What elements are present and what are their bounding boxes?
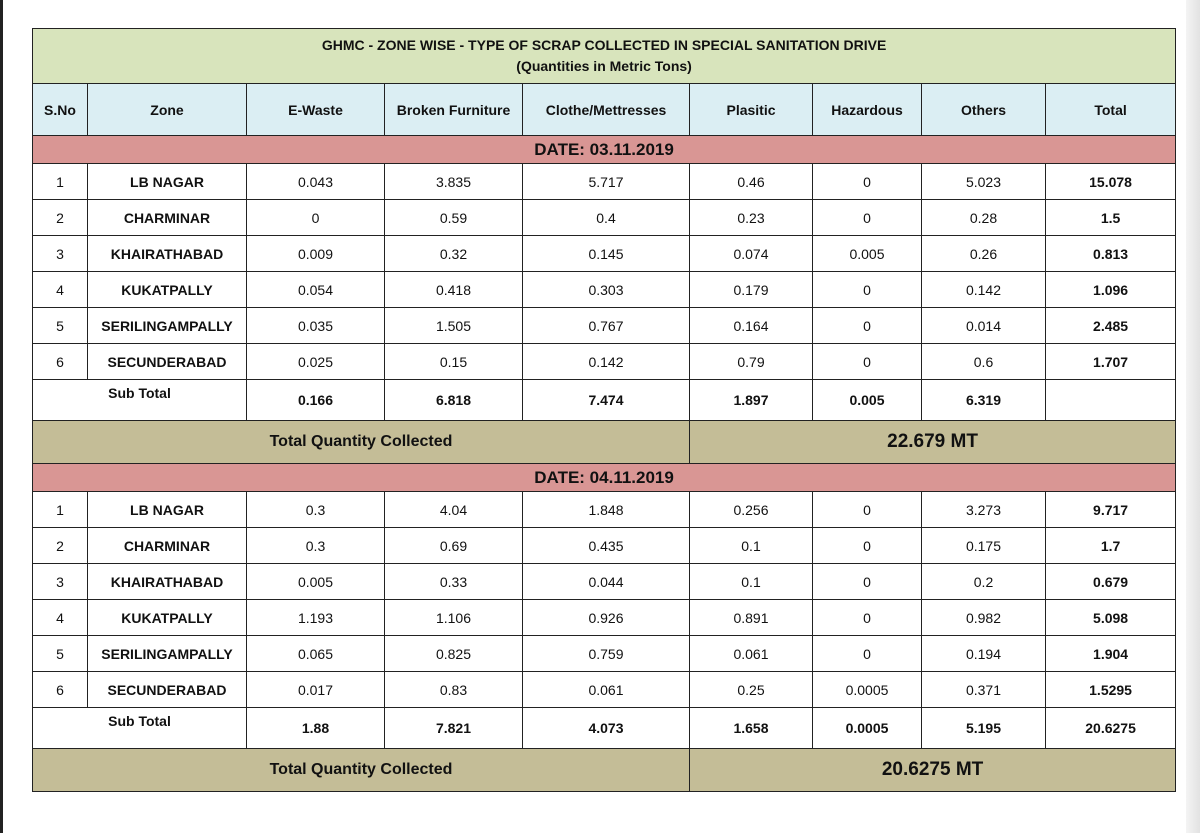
- cell-hazardous: 0: [813, 564, 922, 600]
- cell-hazardous: 0.0005: [813, 672, 922, 708]
- subtotal-cell-plasitic: 1.658: [690, 708, 813, 749]
- cell-plasitic: 0.79: [690, 344, 813, 380]
- cell-sno: 1: [33, 492, 88, 528]
- cell-total: 1.5295: [1046, 672, 1176, 708]
- table-row: [33, 272, 1176, 308]
- cell-zone: CHARMINAR: [88, 200, 247, 236]
- cell-others: 0.28: [922, 200, 1046, 236]
- cell-sno: 2: [33, 528, 88, 564]
- cell-e-waste: 0.3: [247, 492, 385, 528]
- table-row: [33, 164, 1176, 200]
- cell-others: 0.194: [922, 636, 1046, 672]
- cell-others: 0.371: [922, 672, 1046, 708]
- cell-total: 1.904: [1046, 636, 1176, 672]
- cell-total: 5.098: [1046, 600, 1176, 636]
- cell-broken-furniture: 0.69: [385, 528, 523, 564]
- cell-hazardous: 0: [813, 528, 922, 564]
- table-row: [33, 344, 1176, 380]
- cell-sno: 1: [33, 164, 88, 200]
- cell-clothe-mettresses: 0.4: [523, 200, 690, 236]
- cell-broken-furniture: 0.15: [385, 344, 523, 380]
- scrap-collection-table: [32, 28, 1176, 792]
- cell-zone: SECUNDERABAD: [88, 344, 247, 380]
- subtotal-cell-hazardous: 0.0005: [813, 708, 922, 749]
- cell-others: 0.6: [922, 344, 1046, 380]
- cell-clothe-mettresses: 1.848: [523, 492, 690, 528]
- page-left-edge: [0, 0, 3, 833]
- total-quantity-label: Total Quantity Collected: [33, 749, 690, 792]
- date-label: DATE: 03.11.2019: [33, 136, 1176, 164]
- table-row: [33, 564, 1176, 600]
- table-row: [33, 600, 1176, 636]
- date-row: [33, 136, 1176, 164]
- cell-others: 0.175: [922, 528, 1046, 564]
- column-header-plasitic: Plasitic: [690, 84, 813, 136]
- cell-e-waste: 0.065: [247, 636, 385, 672]
- cell-sno: 6: [33, 672, 88, 708]
- cell-broken-furniture: 0.32: [385, 236, 523, 272]
- column-header-row: [33, 84, 1176, 136]
- column-header-broken-furniture: Broken Furniture: [385, 84, 523, 136]
- subtotal-cell-e-waste: 0.166: [247, 380, 385, 421]
- cell-broken-furniture: 0.33: [385, 564, 523, 600]
- cell-sno: 5: [33, 636, 88, 672]
- cell-broken-furniture: 4.04: [385, 492, 523, 528]
- cell-zone: KUKATPALLY: [88, 600, 247, 636]
- subtotal-cell-total: 20.6275: [1046, 708, 1176, 749]
- subtotal-cell-total: [1046, 380, 1176, 421]
- cell-clothe-mettresses: 0.061: [523, 672, 690, 708]
- cell-broken-furniture: 1.505: [385, 308, 523, 344]
- cell-sno: 6: [33, 344, 88, 380]
- cell-hazardous: 0: [813, 636, 922, 672]
- cell-hazardous: 0: [813, 200, 922, 236]
- page-right-shade: [1186, 0, 1200, 833]
- cell-zone: SERILINGAMPALLY: [88, 308, 247, 344]
- cell-zone: KHAIRATHABAD: [88, 236, 247, 272]
- cell-sno: 4: [33, 600, 88, 636]
- table-subtitle: (Quantities in Metric Tons): [516, 58, 692, 74]
- cell-broken-furniture: 0.825: [385, 636, 523, 672]
- table-row: [33, 492, 1176, 528]
- cell-zone: SECUNDERABAD: [88, 672, 247, 708]
- cell-hazardous: 0: [813, 164, 922, 200]
- subtotal-cell-plasitic: 1.897: [690, 380, 813, 421]
- cell-total: 9.717: [1046, 492, 1176, 528]
- subtotal-cell-e-waste: 1.88: [247, 708, 385, 749]
- cell-others: 0.26: [922, 236, 1046, 272]
- cell-hazardous: 0: [813, 492, 922, 528]
- date-label: DATE: 04.11.2019: [33, 464, 1176, 492]
- cell-others: 5.023: [922, 164, 1046, 200]
- cell-broken-furniture: 0.418: [385, 272, 523, 308]
- cell-sno: 5: [33, 308, 88, 344]
- total-quantity-label: Total Quantity Collected: [33, 421, 690, 464]
- title-cell: [33, 29, 1176, 84]
- cell-broken-furniture: 0.59: [385, 200, 523, 236]
- cell-hazardous: 0: [813, 308, 922, 344]
- date-row: [33, 464, 1176, 492]
- cell-total: 1.707: [1046, 344, 1176, 380]
- cell-broken-furniture: 0.83: [385, 672, 523, 708]
- cell-sno: 3: [33, 564, 88, 600]
- cell-plasitic: 0.061: [690, 636, 813, 672]
- total-quantity-row: [33, 421, 1176, 464]
- cell-e-waste: 0: [247, 200, 385, 236]
- cell-plasitic: 0.1: [690, 564, 813, 600]
- table-row: [33, 528, 1176, 564]
- cell-clothe-mettresses: 0.767: [523, 308, 690, 344]
- cell-clothe-mettresses: 0.759: [523, 636, 690, 672]
- cell-clothe-mettresses: 0.435: [523, 528, 690, 564]
- cell-plasitic: 0.256: [690, 492, 813, 528]
- column-header-e-waste: E-Waste: [247, 84, 385, 136]
- cell-zone: KHAIRATHABAD: [88, 564, 247, 600]
- table-title: GHMC - ZONE WISE - TYPE OF SCRAP COLLECTED IN SPECIAL SANITATION DRIVE: [321, 37, 887, 53]
- column-header-zone: Zone: [88, 84, 247, 136]
- cell-zone: LB NAGAR: [88, 164, 247, 200]
- cell-clothe-mettresses: 0.142: [523, 344, 690, 380]
- subtotal-cell-hazardous: 0.005: [813, 380, 922, 421]
- cell-clothe-mettresses: 0.926: [523, 600, 690, 636]
- subtotal-label: Sub Total: [33, 708, 247, 749]
- cell-plasitic: 0.25: [690, 672, 813, 708]
- cell-others: 0.014: [922, 308, 1046, 344]
- cell-total: 1.7: [1046, 528, 1176, 564]
- cell-clothe-mettresses: 0.145: [523, 236, 690, 272]
- cell-hazardous: 0: [813, 600, 922, 636]
- cell-total: 15.078: [1046, 164, 1176, 200]
- subtotal-cell-broken-furniture: 6.818: [385, 380, 523, 421]
- subtotal-cell-others: 6.319: [922, 380, 1046, 421]
- cell-clothe-mettresses: 0.044: [523, 564, 690, 600]
- cell-plasitic: 0.46: [690, 164, 813, 200]
- cell-e-waste: 0.009: [247, 236, 385, 272]
- cell-hazardous: 0: [813, 272, 922, 308]
- cell-others: 0.142: [922, 272, 1046, 308]
- cell-e-waste: 1.193: [247, 600, 385, 636]
- cell-others: 0.982: [922, 600, 1046, 636]
- cell-total: 0.813: [1046, 236, 1176, 272]
- subtotal-cell-others: 5.195: [922, 708, 1046, 749]
- cell-total: 0.679: [1046, 564, 1176, 600]
- subtotal-cell-clothe-mettresses: 4.073: [523, 708, 690, 749]
- cell-zone: KUKATPALLY: [88, 272, 247, 308]
- subtotal-cell-clothe-mettresses: 7.474: [523, 380, 690, 421]
- cell-others: 3.273: [922, 492, 1046, 528]
- table-row: [33, 308, 1176, 344]
- cell-e-waste: 0.035: [247, 308, 385, 344]
- column-header-total: Total: [1046, 84, 1176, 136]
- subtotal-row: [33, 380, 1176, 421]
- total-quantity-row: [33, 749, 1176, 792]
- cell-broken-furniture: 1.106: [385, 600, 523, 636]
- cell-plasitic: 0.891: [690, 600, 813, 636]
- column-header-clothe-mettresses: Clothe/Mettresses: [523, 84, 690, 136]
- cell-e-waste: 0.025: [247, 344, 385, 380]
- cell-hazardous: 0: [813, 344, 922, 380]
- cell-sno: 4: [33, 272, 88, 308]
- cell-total: 2.485: [1046, 308, 1176, 344]
- subtotal-row: [33, 708, 1176, 749]
- cell-plasitic: 0.164: [690, 308, 813, 344]
- cell-clothe-mettresses: 5.717: [523, 164, 690, 200]
- cell-total: 1.096: [1046, 272, 1176, 308]
- cell-zone: LB NAGAR: [88, 492, 247, 528]
- total-quantity-value: 20.6275 MT: [690, 749, 1176, 792]
- subtotal-cell-broken-furniture: 7.821: [385, 708, 523, 749]
- cell-zone: CHARMINAR: [88, 528, 247, 564]
- table-row: [33, 672, 1176, 708]
- cell-e-waste: 0.005: [247, 564, 385, 600]
- cell-e-waste: 0.043: [247, 164, 385, 200]
- total-quantity-value: 22.679 MT: [690, 421, 1176, 464]
- cell-others: 0.2: [922, 564, 1046, 600]
- cell-plasitic: 0.1: [690, 528, 813, 564]
- column-header-others: Others: [922, 84, 1046, 136]
- column-header-hazardous: Hazardous: [813, 84, 922, 136]
- cell-sno: 3: [33, 236, 88, 272]
- subtotal-label: Sub Total: [33, 380, 247, 421]
- cell-plasitic: 0.074: [690, 236, 813, 272]
- cell-e-waste: 0.054: [247, 272, 385, 308]
- cell-plasitic: 0.23: [690, 200, 813, 236]
- cell-zone: SERILINGAMPALLY: [88, 636, 247, 672]
- cell-broken-furniture: 3.835: [385, 164, 523, 200]
- table-body: [33, 29, 1176, 792]
- cell-hazardous: 0.005: [813, 236, 922, 272]
- cell-e-waste: 0.3: [247, 528, 385, 564]
- cell-e-waste: 0.017: [247, 672, 385, 708]
- cell-sno: 2: [33, 200, 88, 236]
- title-row: [33, 29, 1176, 84]
- cell-clothe-mettresses: 0.303: [523, 272, 690, 308]
- table-row: [33, 636, 1176, 672]
- table-row: [33, 236, 1176, 272]
- column-header-sno: S.No: [33, 84, 88, 136]
- cell-plasitic: 0.179: [690, 272, 813, 308]
- table-row: [33, 200, 1176, 236]
- cell-total: 1.5: [1046, 200, 1176, 236]
